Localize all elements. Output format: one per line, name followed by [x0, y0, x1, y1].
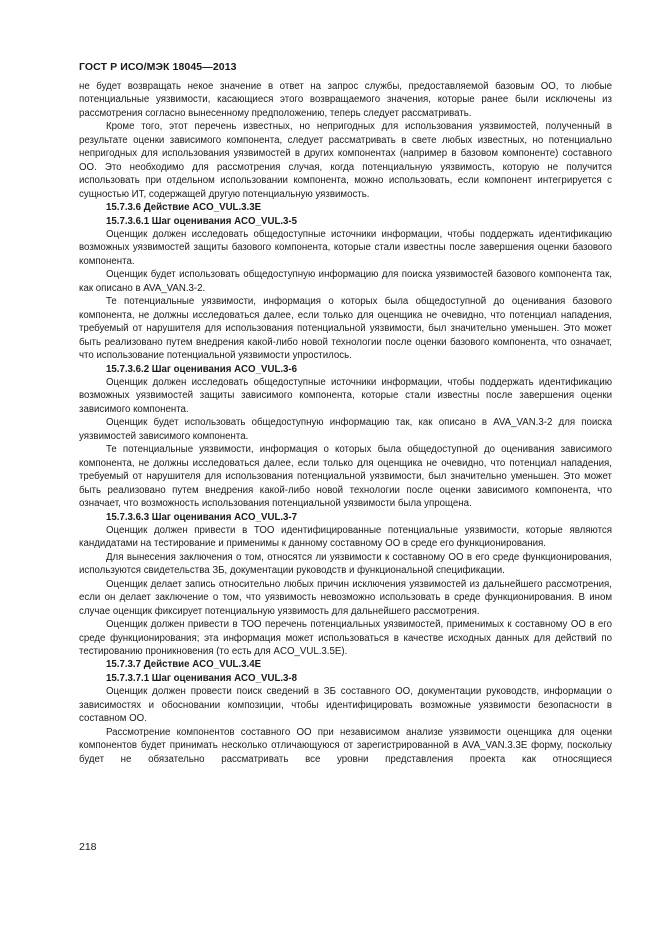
paragraph: Оценщик должен исследовать общедоступные источники информации, чтобы поддержать идентификацию возможных уязвимостей защиты зависимого компонента, которые стали известны после завершения оценки зависимого компонента. [79, 376, 612, 415]
paragraph: Те потенциальные уязвимости, информация о которых была общедоступной до оценивания зависимого компонента, не должны исследоваться далее, если только для оценщика не очевидно, что потенциал нападения, требуемый от нарушителя для использования потенциальной уязвимости, был значительно уменьшен. Это может быть реализовано путем внедрения какой-либо новой технологии после оценки зависимого компонента, что означает, что возможность использования потенциальной уязвимости была упрощена. [79, 444, 612, 510]
paragraph: Оценщик должен провести поиск сведений в ЗБ составного ОО, документации руководств, информации о зависимостях и обосновании композиции, чтобы идентифицировать возможные уязвимости безопасности в составном ОО. [79, 686, 612, 725]
paragraph: Оценщик будет использовать общедоступную информацию так, как описано в AVA_VAN.3-2 для поиска уязвимостей зависимого компонента. [79, 417, 612, 442]
paragraph: Кроме того, этот перечень известных, но непригодных для использования уязвимостей, полученный в результате оценки зависимого компонента, следует рассматривать в свете любых известных, но потенциально непригодных для использования уязвимостей в других компонентах (например в базовом компоненте) составного ОО. Это необходимо для рассмотрения случая, когда потенциальную уязвимость, которую не получится использовать при отдельном использовании компонента, можно использовать, если компонент интегрируется с сущностью ИТ, содержащей другую потенциальную уязвимость. [79, 121, 612, 200]
page-number: 218 [79, 841, 97, 853]
section-heading: 15.7.3.6 Действие ACO_VUL.3.3E [106, 202, 262, 214]
paragraph: Оценщик будет использовать общедоступную информацию для поиска уязвимостей базового компонента так, как описано в AVA_VAN.3-2. [79, 269, 612, 294]
paragraph: Оценщик должен привести в ТОО перечень потенциальных уязвимостей, применимых к составному ОО в его среде функционирования; эта информация может использоваться в качестве исходных данных для действий по тестированию проникновения (то есть для ACO_VUL.3.5E). [79, 619, 612, 658]
section-heading: 15.7.3.7.1 Шаг оценивания ACO_VUL.3-8 [106, 672, 298, 684]
paragraph: не будет возвращать некое значение в ответ на запрос службы, предоставляемой базовым ОО, то любые потенциальные уязвимости, касающиеся этого возвращаемого значения, которые ранее были исключены из рассмотрения согласно вынесенному предположению, теперь следует рассматривать. [79, 81, 612, 119]
section-heading: 15.7.3.7 Действие ACO_VUL.3.4E [106, 659, 262, 671]
paragraph: Для вынесения заключения о том, относятся ли уязвимости к составному ОО в его среде функционирования, используются свидетельства ЗБ, документации руководств и функциональной спецификации. [79, 551, 612, 577]
section-heading: 15.7.3.6.3 Шаг оценивания ACO_VUL.3-7 [106, 511, 298, 523]
running-header: ГОСТ Р ИСО/МЭК 18045—2013 [79, 61, 237, 73]
paragraph: Те потенциальные уязвимости, информация о которых была общедоступной до оценивания базового компонента, не должны исследоваться далее, если только для оценщика не очевидно, что потенциал нападения, требуемый от нарушителя для использования потенциальной уязвимости, был значительно уменьшен. Это может быть реализовано путем внедрения какой-либо новой технологии после оценки базового компонента, что означает, что использование потенциальной уязвимости упростилось. [79, 296, 612, 362]
paragraph: Оценщик должен привести в ТОО идентифицированные потенциальные уязвимости, которые являются кандидатами на тестирование и применимы к данному составному ОО в среде его функционирования. [79, 524, 612, 550]
paragraph: Рассмотрение компонентов составного ОО при независимом анализе уязвимости оценщика для оценки компонентов будет принимать несколько отличающуюся от зарегистрированной в AVA_VAN.3.3E форму, поскольку будет не обязательно рассматривать все уровни представления проекта как относящиеся [79, 726, 612, 765]
body-text [79, 80, 612, 766]
section-heading: 15.7.3.6.1 Шаг оценивания ACO_VUL.3-5 [106, 215, 298, 227]
paragraph: Оценщик делает запись относительно любых причин исключения уязвимостей из дальнейшего рассмотрения, если он делает заключение о том, что уязвимость невозможно использовать в среде функционирования. В ином случае оценщик фиксирует потенциальную уязвимость для дальнейшего рассмотрения. [79, 578, 612, 617]
section-heading: 15.7.3.6.2 Шаг оценивания ACO_VUL.3-6 [106, 363, 298, 375]
paragraph: Оценщик должен исследовать общедоступные источники информации, чтобы поддержать идентификацию возможных уязвимостей защиты базового компонента, которые стали известны после завершения оценки базового компонента. [79, 228, 612, 267]
